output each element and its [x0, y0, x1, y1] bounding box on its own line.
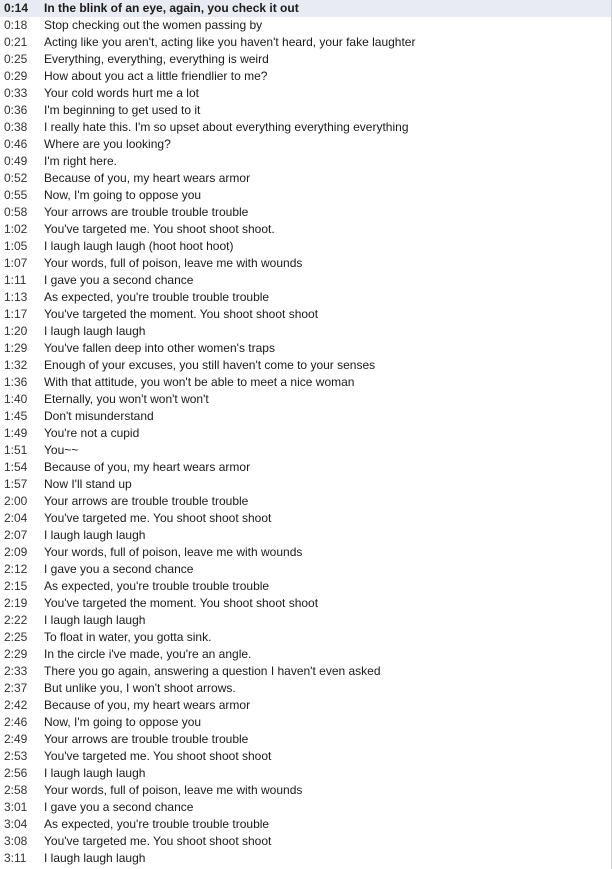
- lyric-text: I laugh laugh laugh: [44, 613, 146, 627]
- lyric-text: I laugh laugh laugh: [44, 766, 146, 780]
- lyric-line[interactable]: [0, 697, 611, 714]
- lyric-timestamp: 2:09: [4, 545, 28, 559]
- lyric-text: To float in water, you gotta sink.: [44, 630, 212, 644]
- lyric-text: I'm right here.: [44, 154, 117, 168]
- lyric-text: You've targeted me. You shoot shoot shoot: [44, 834, 272, 848]
- lyric-text: As expected, you're trouble trouble trouble: [44, 579, 270, 593]
- lyric-text: Enough of your excuses, you still haven't come to your senses: [44, 358, 376, 372]
- lyric-line[interactable]: [0, 289, 611, 306]
- lyric-line[interactable]: [0, 306, 611, 323]
- lyric-timestamp: 1:45: [4, 409, 28, 423]
- lyric-text: I laugh laugh laugh: [44, 324, 146, 338]
- lyric-text: Your arrows are trouble trouble trouble: [44, 205, 249, 219]
- lyric-timestamp: 3:08: [4, 834, 28, 848]
- lyric-text: You've targeted me. You shoot shoot shoot: [44, 511, 272, 525]
- lyric-text: Your arrows are trouble trouble trouble: [44, 494, 249, 508]
- lyric-text: How about you act a little friendlier to me?: [44, 69, 268, 83]
- lyric-timestamp: 1:49: [4, 426, 28, 440]
- lyric-line[interactable]: [0, 646, 611, 663]
- lyric-text: I laugh laugh laugh: [44, 528, 146, 542]
- lyric-line[interactable]: [0, 374, 611, 391]
- lyric-text: In the blink of an eye, again, you check it out: [44, 1, 299, 15]
- lyric-timestamp: 0:49: [4, 154, 28, 168]
- lyric-text: You're not a cupid: [44, 426, 140, 440]
- lyric-timestamp: 0:29: [4, 69, 28, 83]
- lyric-line[interactable]: [0, 442, 611, 459]
- lyric-line[interactable]: [0, 527, 611, 544]
- lyric-timestamp: 1:17: [4, 307, 28, 321]
- lyric-line[interactable]: [0, 680, 611, 697]
- lyric-text: As expected, you're trouble trouble trouble: [44, 290, 270, 304]
- lyric-line[interactable]: [0, 799, 611, 816]
- lyric-text: You've targeted the moment. You shoot shoot shoot: [44, 307, 319, 321]
- lyric-line[interactable]: [0, 408, 611, 425]
- lyric-line[interactable]: [0, 119, 611, 136]
- lyric-line[interactable]: [0, 629, 611, 646]
- lyric-text: I gave you a second chance: [44, 273, 194, 287]
- lyric-text: Eternally, you won't won't won't: [44, 392, 209, 406]
- lyric-line[interactable]: [0, 459, 611, 476]
- lyric-text: You've targeted the moment. You shoot shoot shoot: [44, 596, 319, 610]
- lyric-text: Acting like you aren't, acting like you haven't heard, your fake laughter: [44, 35, 416, 49]
- lyric-text: Stop checking out the women passing by: [44, 18, 263, 32]
- lyric-timestamp: 1:02: [4, 222, 28, 236]
- lyric-text: Because of you, my heart wears armor: [44, 698, 251, 712]
- lyric-line[interactable]: [0, 782, 611, 799]
- lyric-timestamp: 1:05: [4, 239, 28, 253]
- lyric-text: Now I'll stand up: [44, 477, 132, 491]
- lyric-text: Your words, full of poison, leave me with wounds: [44, 545, 303, 559]
- lyric-timestamp: 0:55: [4, 188, 28, 202]
- lyric-line[interactable]: [0, 425, 611, 442]
- lyric-line[interactable]: [0, 153, 611, 170]
- lyric-text: Your words, full of poison, leave me with wounds: [44, 783, 303, 797]
- lyric-text: Your cold words hurt me a lot: [44, 86, 199, 100]
- lyric-timestamp: 1:07: [4, 256, 28, 270]
- lyric-line[interactable]: [0, 850, 611, 867]
- lyric-line[interactable]: [0, 340, 611, 357]
- lyric-text: With that attitude, you won't be able to meet a nice woman: [44, 375, 355, 389]
- lyric-timestamp: 2:46: [4, 715, 28, 729]
- lyric-timestamp: 1:32: [4, 358, 28, 372]
- lyric-timestamp: 2:19: [4, 596, 28, 610]
- lyric-timestamp: 0:38: [4, 120, 28, 134]
- lyric-text: Where are you looking?: [44, 137, 171, 151]
- lyric-timestamp: 0:14: [4, 1, 29, 15]
- lyric-line[interactable]: [0, 68, 611, 85]
- lyric-line[interactable]: [0, 391, 611, 408]
- lyric-line[interactable]: [0, 221, 611, 238]
- lyric-timestamp: 2:00: [4, 494, 28, 508]
- lyric-timestamp: 0:58: [4, 205, 28, 219]
- lyric-text: I laugh laugh laugh (hoot hoot hoot): [44, 239, 234, 253]
- lyric-text: Now, I'm going to oppose you: [44, 188, 202, 202]
- lyric-text: I gave you a second chance: [44, 562, 194, 576]
- lyric-line[interactable]: [0, 493, 611, 510]
- lyric-timestamp: 2:56: [4, 766, 28, 780]
- lyric-timestamp: 3:04: [4, 817, 28, 831]
- lyric-text: You~~: [44, 443, 79, 457]
- lyric-timestamp: 2:04: [4, 511, 28, 525]
- lyric-timestamp: 3:01: [4, 800, 28, 814]
- lyric-timestamp: 2:22: [4, 613, 28, 627]
- lyric-line[interactable]: [0, 561, 611, 578]
- lyric-text: I gave you a second chance: [44, 800, 194, 814]
- lyric-line[interactable]: [0, 170, 611, 187]
- lyric-timestamp: 0:18: [4, 18, 28, 32]
- lyric-timestamp: 1:40: [4, 392, 28, 406]
- lyric-text: Everything, everything, everything is weird: [44, 52, 269, 66]
- lyric-text: Don't misunderstand: [44, 409, 154, 423]
- lyric-timestamp: 0:33: [4, 86, 28, 100]
- lyric-timestamp: 2:49: [4, 732, 28, 746]
- lyric-line[interactable]: [0, 357, 611, 374]
- lyric-line[interactable]: [0, 595, 611, 612]
- lyric-timestamp: 1:13: [4, 290, 28, 304]
- lyric-timestamp: 2:12: [4, 562, 28, 576]
- lyric-line[interactable]: [0, 187, 611, 204]
- lyric-line[interactable]: [0, 17, 611, 34]
- lyric-timestamp: 0:36: [4, 103, 28, 117]
- lyric-timestamp: 0:25: [4, 52, 28, 66]
- lyric-text: I really hate this. I'm so upset about everything everything everything: [44, 120, 409, 134]
- lyric-line[interactable]: [0, 731, 611, 748]
- lyric-text: You've fallen deep into other women's traps: [44, 341, 275, 355]
- lyric-line[interactable]: [0, 765, 611, 782]
- lyric-timestamp: 1:57: [4, 477, 28, 491]
- lyric-timestamp: 1:36: [4, 375, 28, 389]
- lyric-line[interactable]: [0, 578, 611, 595]
- lyric-text: As expected, you're trouble trouble trouble: [44, 817, 270, 831]
- lyric-timestamp: 2:53: [4, 749, 28, 763]
- lyric-timestamp: 2:37: [4, 681, 28, 695]
- lyric-timestamp: 3:11: [4, 851, 27, 865]
- lyric-line[interactable]: [0, 34, 611, 51]
- lyric-text: Because of you, my heart wears armor: [44, 460, 251, 474]
- lyric-timestamp: 2:25: [4, 630, 28, 644]
- lyric-text: There you go again, answering a question I haven't even asked: [44, 664, 381, 678]
- lyric-line[interactable]: [0, 238, 611, 255]
- lyric-line[interactable]: [0, 85, 611, 102]
- lyric-line[interactable]: [0, 833, 611, 850]
- lyric-timestamp: 2:33: [4, 664, 28, 678]
- lyric-timestamp: 1:20: [4, 324, 28, 338]
- lyric-timestamp: 1:11: [4, 273, 27, 287]
- lyric-line[interactable]: [0, 663, 611, 680]
- lyric-line[interactable]: [0, 136, 611, 153]
- lyric-timestamp: 2:29: [4, 647, 28, 661]
- lyric-text: I laugh laugh laugh: [44, 851, 146, 865]
- lyric-line[interactable]: [0, 0, 611, 17]
- lyric-line[interactable]: [0, 748, 611, 765]
- lyric-line[interactable]: [0, 255, 611, 272]
- lyric-line[interactable]: [0, 510, 611, 527]
- lyric-timestamp: 0:21: [4, 35, 28, 49]
- lyric-text: I'm beginning to get used to it: [44, 103, 201, 117]
- lyric-timestamp: 2:07: [4, 528, 28, 542]
- lyric-timestamp: 0:52: [4, 171, 28, 185]
- lyric-text: Your words, full of poison, leave me with wounds: [44, 256, 303, 270]
- lyric-text: In the circle i've made, you're an angle.: [44, 647, 252, 661]
- lyric-line[interactable]: [0, 102, 611, 119]
- lyric-text: Now, I'm going to oppose you: [44, 715, 202, 729]
- lyric-text: You've targeted me. You shoot shoot shoot.: [44, 222, 275, 236]
- lyric-text: You've targeted me. You shoot shoot shoot: [44, 749, 272, 763]
- lyric-line[interactable]: [0, 51, 611, 68]
- lyric-line[interactable]: [0, 816, 611, 833]
- lyric-timestamp: 2:58: [4, 783, 28, 797]
- lyric-line[interactable]: [0, 204, 611, 221]
- lyric-line[interactable]: [0, 714, 611, 731]
- lyric-timestamp: 2:42: [4, 698, 28, 712]
- lyric-timestamp: 1:54: [4, 460, 28, 474]
- lyric-timestamp: 1:29: [4, 341, 28, 355]
- lyric-line[interactable]: [0, 544, 611, 561]
- lyric-text: Because of you, my heart wears armor: [44, 171, 251, 185]
- lyric-line[interactable]: [0, 323, 611, 340]
- lyric-line[interactable]: [0, 272, 611, 289]
- lyric-timestamp: 0:46: [4, 137, 28, 151]
- lyric-timestamp: 1:51: [4, 443, 28, 457]
- lyric-text: Your arrows are trouble trouble trouble: [44, 732, 249, 746]
- lyric-timestamp: 2:15: [4, 579, 28, 593]
- lyric-line[interactable]: [0, 612, 611, 629]
- lyric-text: But unlike you, I won't shoot arrows.: [44, 681, 236, 695]
- lyric-line[interactable]: [0, 476, 611, 493]
